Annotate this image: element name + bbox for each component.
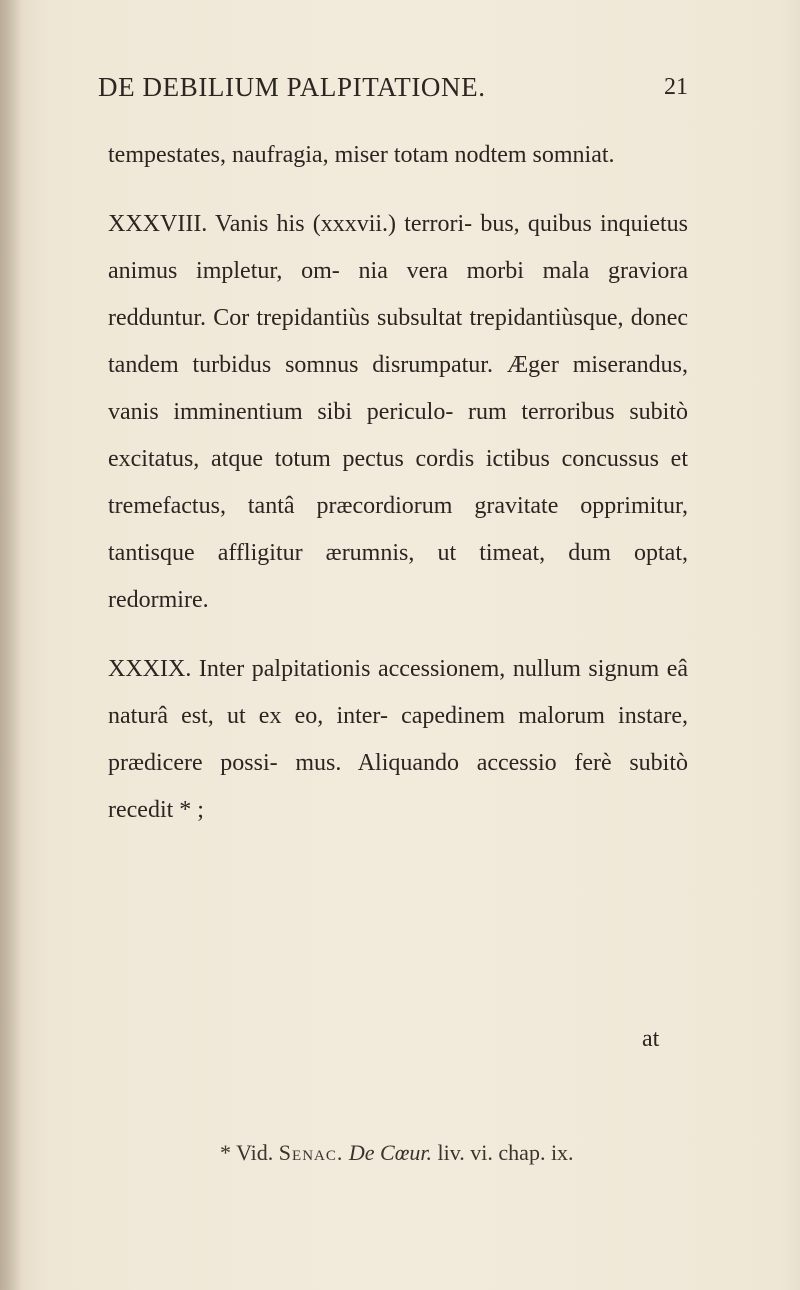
footnote — [220, 1140, 690, 1166]
catchword: at — [642, 1026, 660, 1052]
page-number: 21 — [664, 74, 688, 100]
paragraph-38: XXXVIII. Vanis his (xxxvii.) terrori- bus, quibus inquietus animus impletur, om- nia vera morbi mala graviora redduntur. Cor trepidantiùs subsultat trepidantiùsque, donec tandem turbidus somnus disrumpatur. Æger miserandus, vanis imminentium sibi periculo- rum terroribus subitò excitatus, atque totum pectus cordis ictibus concussus et tremefactus, tantâ præcordiorum gravitate opprimitur, tantisque affligitur ærumnis, ut timeat, dum optat, redormire. — [108, 211, 688, 613]
footnote-author: Senac. — [278, 1140, 344, 1165]
footnote-marker: * — [220, 1140, 231, 1165]
paragraph-39: XXXIX. Inter palpitationis accessionem, nullum signum eâ naturâ est, ut ex eo, inter- capedinem malorum instare, prædicere possi- mus. Aliquando accessio ferè subitò recedit * ; — [108, 656, 688, 823]
body-text — [108, 132, 688, 834]
footnote-reference: liv. vi. chap. ix. — [437, 1140, 574, 1165]
spine-shadow — [0, 0, 22, 1290]
footnote-title: De Cœur. — [348, 1140, 432, 1165]
running-head: DE DEBILIUM PALPITATIONE. — [98, 72, 486, 102]
footnote-prefix: Vid. — [236, 1140, 274, 1165]
page-header — [98, 72, 688, 112]
paragraph-continuation: tempestates, naufragia, miser totam nodtem somniat. — [108, 142, 615, 168]
